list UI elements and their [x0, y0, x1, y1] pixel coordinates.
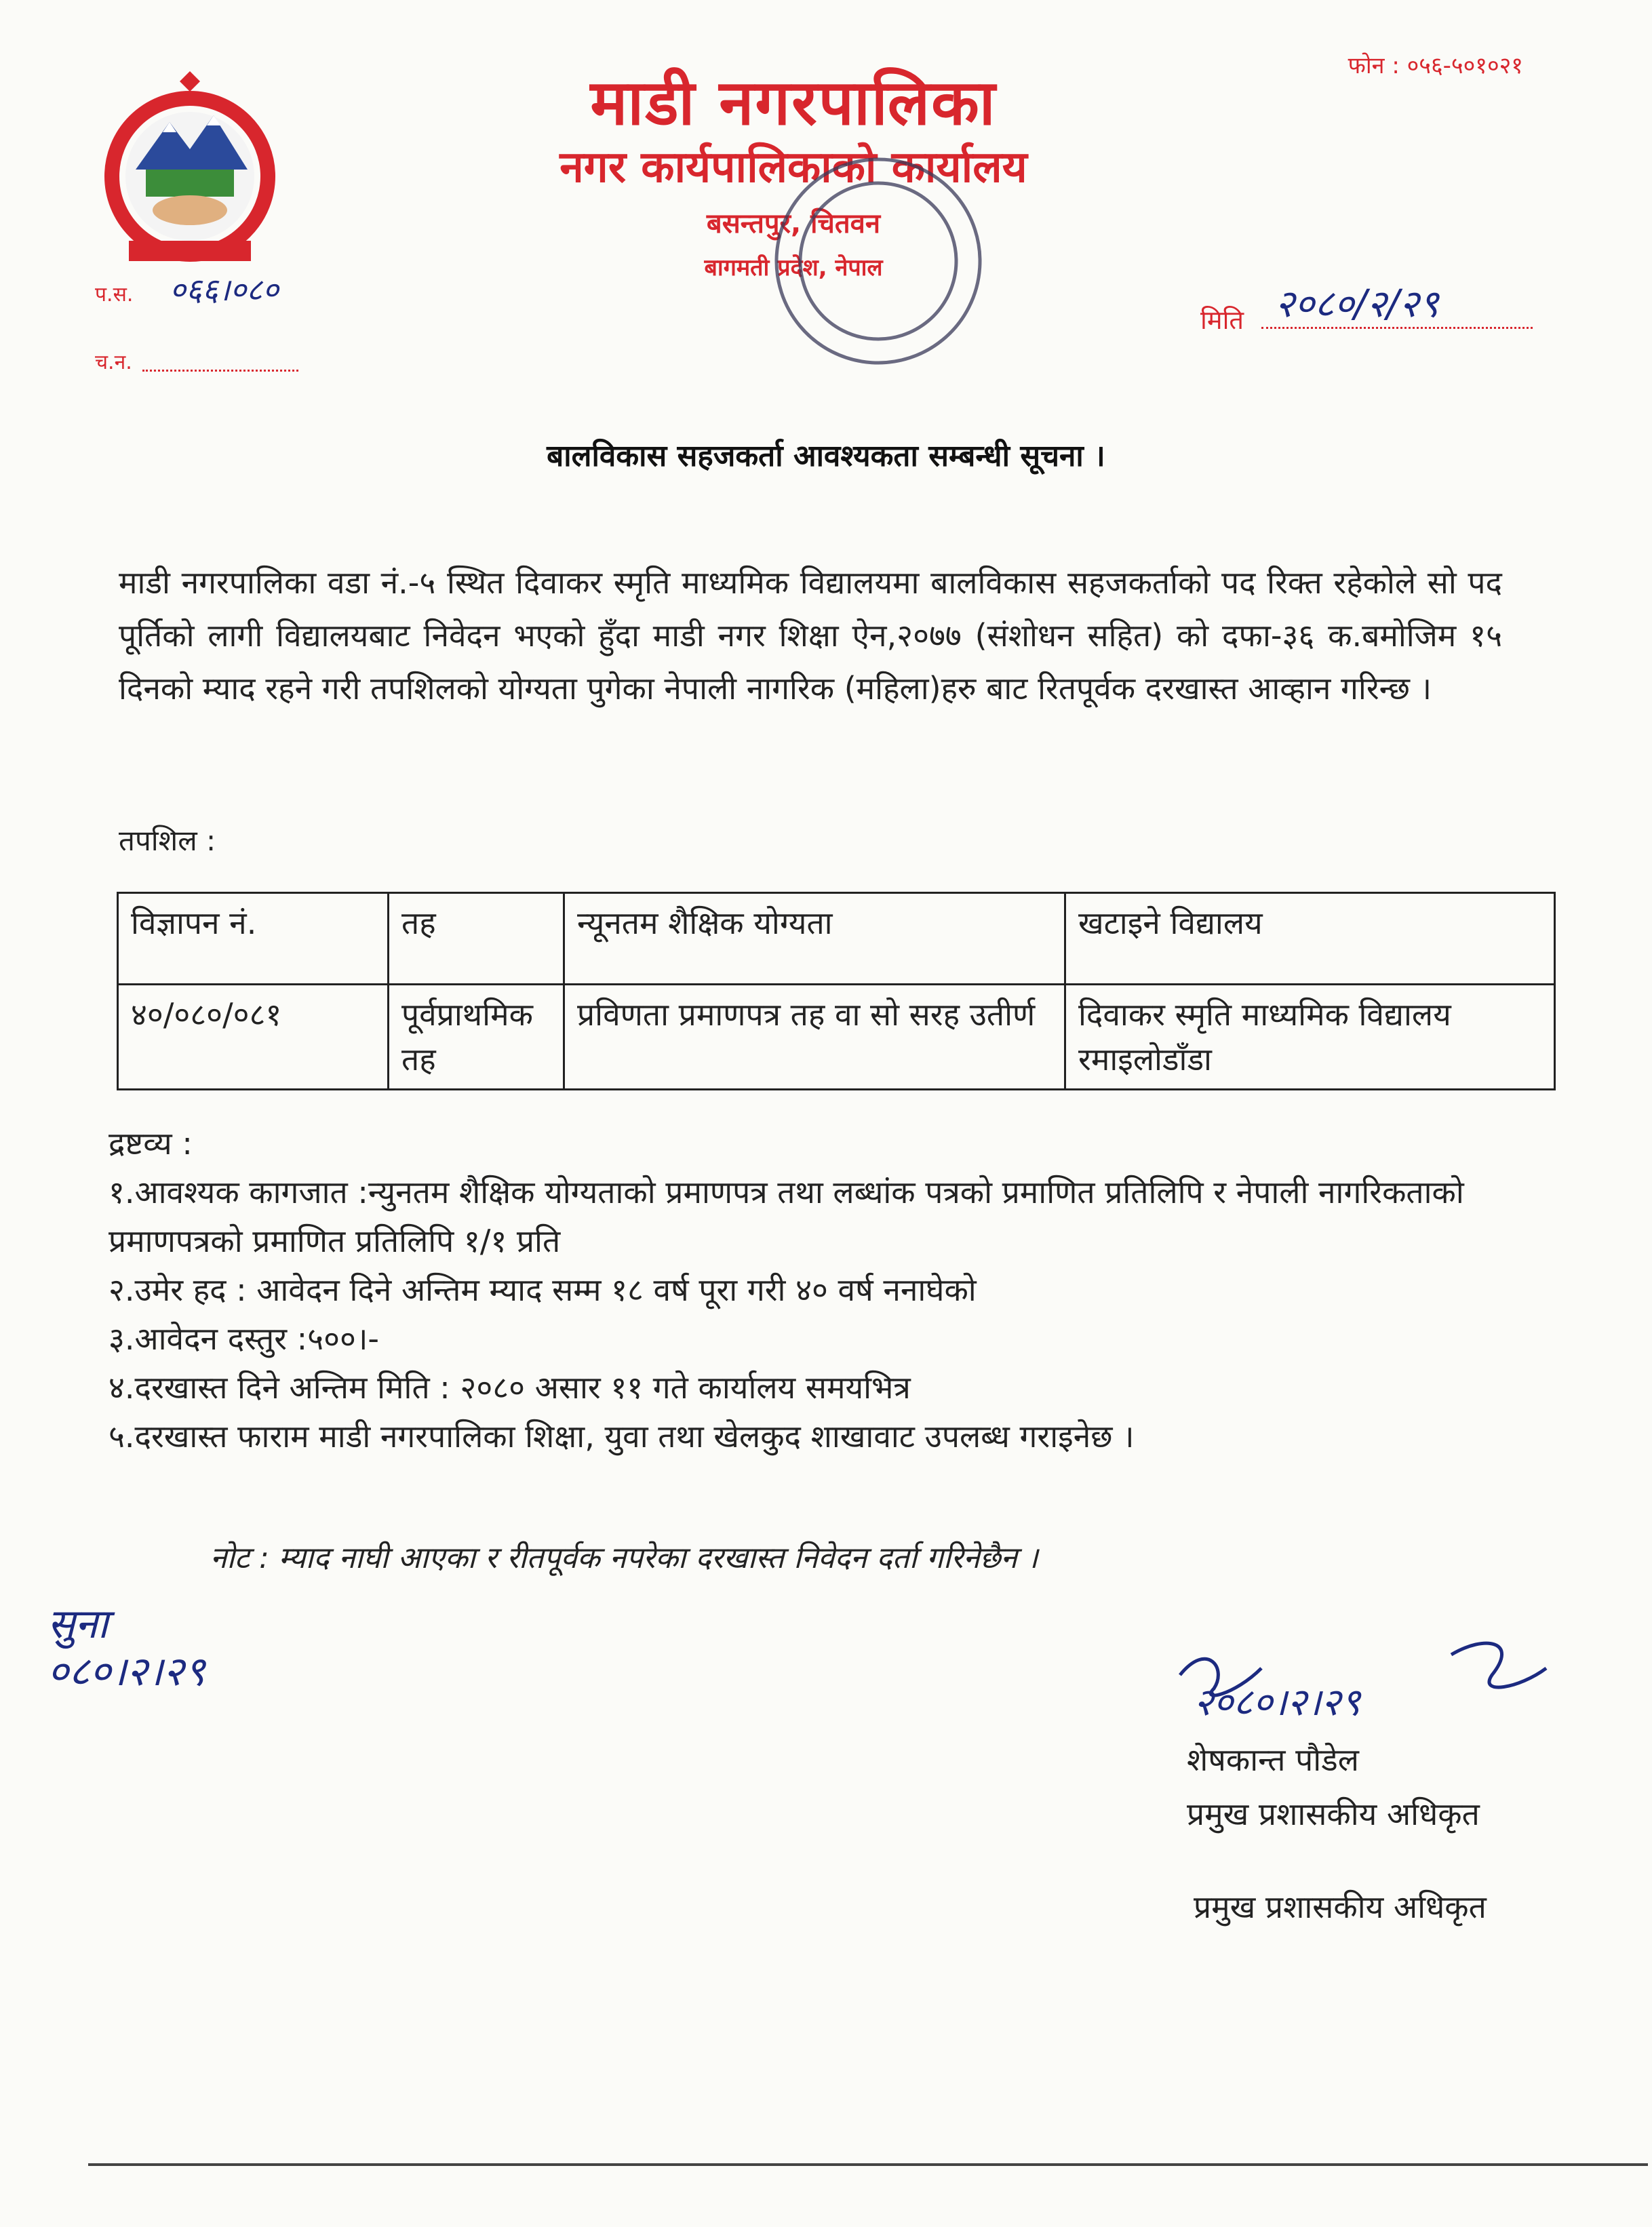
note-item: ३.आवेदन दस्तुर :५००।-: [109, 1320, 379, 1357]
address-line-1: बसन्तपुर, चितवन: [706, 208, 881, 239]
table-cell: ४०/०८०/०८१: [118, 985, 389, 1090]
notes-footnote: नोट : म्याद नाघी आएका र रीतपूर्वक नपरेका दरखास्त निवेदन दर्ता गरिनेछैन ।: [210, 1541, 1038, 1575]
note-item: १.आवश्यक कागजात :न्युनतम शैक्षिक योग्यताको प्रमाणपत्र तथा लब्धांक पत्रको प्रमाणित प्रतिलिपि र नेपाली नागरिकताको प्रमाणपत्रको प्रमाणित प्रतिलिपि १/१ प्रति: [109, 1174, 1464, 1259]
note-item: २.उमेर हद : आवेदन दिने अन्तिम म्याद सम्म १८ वर्ष पूरा गरी ४० वर्ष ननाघेको: [109, 1272, 977, 1308]
date-line: [1261, 327, 1533, 329]
table-header: न्यूनतम शैक्षिक योग्यता: [564, 893, 1065, 985]
date-label: मिति: [1200, 305, 1244, 335]
dispatch-label: च.न.: [95, 351, 132, 374]
notice-body: माडी नगरपालिका वडा नं.-५ स्थित दिवाकर स्मृति माध्यमिक विद्यालयमा बालविकास सहजकर्ताको पद रिक्त रहेकोले सो पद पूर्तिको लागी विद्यालयबाट निवेदन भएको हुँदा माडी नगर शिक्षा ऐन,२०७७ (संशोधन सहित) को दफा-३६ क.बमोजिम १५ दिनको म्याद रहने गरी तपशिलको योग्यता पुगेका नेपाली नागरिक (महिला)हरु बाट रितपूर्वक दरखास्त आव्हान गरिन्छ ।: [119, 564, 1502, 707]
dispatch-line: [142, 370, 298, 372]
signer-title: प्रमुख प्रशासकीय अधिकृत: [1187, 1796, 1480, 1832]
table-header: खटाइने विद्यालय: [1065, 893, 1555, 985]
reference-value: ०६६।०८०: [170, 271, 279, 308]
table-cell: प्रविणता प्रमाणपत्र तह वा सो सरह उतीर्ण: [564, 985, 1065, 1090]
office-seal-stamp: [746, 146, 1010, 376]
signer-stamp-title: प्रमुख प्रशासकीय अधिकृत: [1194, 1889, 1487, 1925]
notice-subject: बालविकास सहजकर्ता आवश्यकता सम्बन्धी सूचना ।: [547, 439, 1105, 473]
table-cell: दिवाकर स्मृति माध्यमिक विद्यालय रमाइलोडाँडा: [1065, 985, 1555, 1090]
handwritten-note-line: सुना: [47, 1600, 109, 1648]
note-item: ५.दरखास्त फाराम माडी नगरपालिका शिक्षा, युवा तथा खेलकुद शाखावाट उपलब्ध गराइनेछ ।: [109, 1418, 1135, 1455]
handwritten-note-date: ०८०।२।२९: [47, 1648, 205, 1695]
signer-name: शेषकान्त पौडेल: [1187, 1741, 1359, 1778]
handwritten-note: [47, 1600, 205, 1695]
table-cell: पूर्वप्राथमिक तह: [389, 985, 564, 1090]
footer-divider: [88, 2163, 1648, 2166]
table-header-row: [118, 893, 1555, 985]
notes-heading: द्रष्टव्य :: [109, 1125, 193, 1162]
details-label: तपशिल :: [119, 824, 216, 857]
table-header: विज्ञापन नं.: [118, 893, 389, 985]
vacancy-table: [117, 892, 1556, 1090]
office-name: नगर कार्यपालिकाको कार्यालय: [559, 142, 1027, 193]
date-value: २०८०/२/२९: [1275, 282, 1439, 326]
phone-number: फोन : ०५६-५०१०२१: [1348, 52, 1523, 79]
signer-block: [1187, 1733, 1480, 1841]
reference-label: प.स.: [95, 283, 134, 307]
note-item: ४.दरखास्त दिने अन्तिम मिति : २०८० असार ११ गते कार्यालय समयभित्र: [109, 1369, 911, 1406]
nepal-emblem-icon: [88, 68, 292, 285]
table-row: [118, 985, 1555, 1090]
address-line-2: बागमती प्रदेश, नेपाल: [704, 254, 883, 281]
org-name: माडी नगरपालिका: [590, 66, 997, 139]
table-header: तह: [389, 893, 564, 985]
signature-date: २०८०।२।२९: [1194, 1680, 1361, 1725]
notes-section: [109, 1119, 1546, 1461]
